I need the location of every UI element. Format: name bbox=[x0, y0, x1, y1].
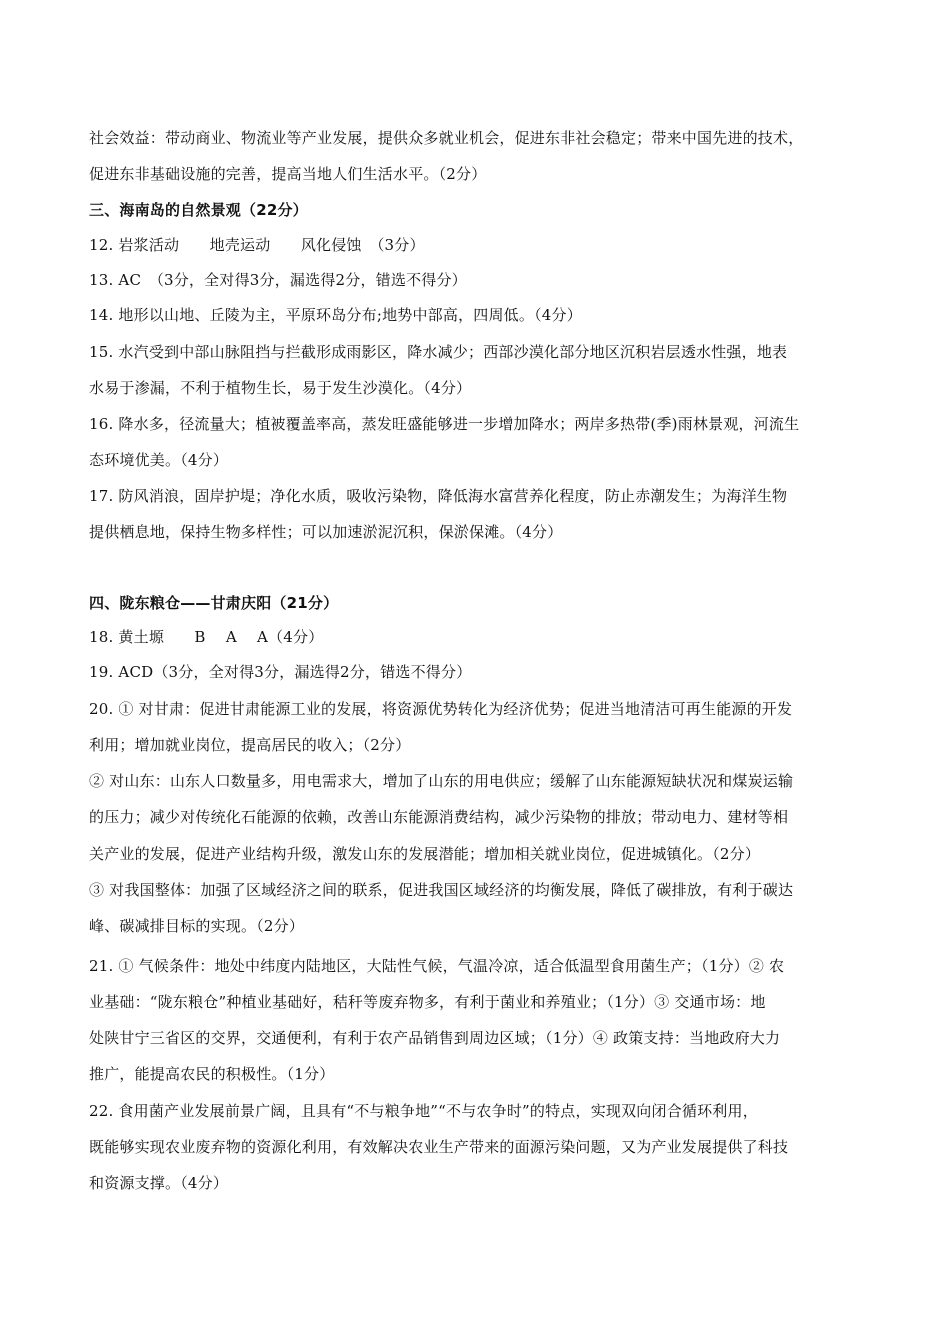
answer-21: 21. ① 气候条件：地处中纬度内陆地区，大陆性气候，气温冷凉，适合低温型食用菌生产；（1分）② 农 bbox=[89, 957, 785, 975]
section-heading: 四、陇东粮仓——甘肃庆阳（21分） bbox=[89, 594, 339, 612]
text-line: 促进东非基础设施的完善，提高当地人们生活水平。（2分） bbox=[89, 165, 487, 183]
text-line: 峰、碳减排目标的实现。（2分） bbox=[89, 917, 305, 935]
text-line: 推广，能提高农民的积极性。（1分） bbox=[89, 1065, 335, 1083]
answer-20: 20. ① 对甘肃：促进甘肃能源工业的发展，将资源优势转化为经济优势；促进当地清洁可再生能源的开发 bbox=[89, 700, 793, 718]
text-line: 态环境优美。（4分） bbox=[89, 451, 229, 469]
text-line: 处陕甘宁三省区的交界，交通便利，有利于农产品销售到周边区域；（1分）④ 政策支持：当地政府大力 bbox=[89, 1029, 781, 1047]
text-line: 的压力；减少对传统化石能源的依赖，改善山东能源消费结构，减少污染物的排放；带动电力、建材等相 bbox=[89, 808, 789, 826]
answer-19: 19. ACD（3分，全对得3分，漏选得2分，错选不得分） bbox=[89, 663, 472, 681]
text-line: 利用；增加就业岗位，提高居民的收入；（2分） bbox=[89, 736, 411, 754]
text-line: 社会效益：带动商业、物流业等产业发展，提供众多就业机会，促进东非社会稳定；带来中国先进的技术， bbox=[89, 129, 804, 147]
text-line: 提供栖息地，保持生物多样性；可以加速淤泥沉积，保淤保滩。（4分） bbox=[89, 523, 563, 541]
text-line: 关产业的发展，促进产业结构升级，激发山东的发展潜能；增加相关就业岗位，促进城镇化。（2分） bbox=[89, 845, 761, 863]
answer-17: 17. 防风消浪，固岸护堤；净化水质，吸收污染物，降低海水富营养化程度，防止赤潮发生；为海洋生物 bbox=[89, 487, 788, 505]
text-line: ② 对山东：山东人口数量多，用电需求大，增加了山东的用电供应；缓解了山东能源短缺状况和煤炭运输 bbox=[89, 772, 794, 790]
text-line: 水易于渗漏，不利于植物生长，易于发生沙漠化。（4分） bbox=[89, 379, 472, 397]
text-line: 和资源支撑。（4分） bbox=[89, 1174, 229, 1192]
answer-14: 14. 地形以山地、丘陵为主，平原环岛分布;地势中部高，四周低。（4分） bbox=[89, 306, 582, 324]
section-heading: 三、海南岛的自然景观（22分） bbox=[89, 201, 308, 219]
answer-15: 15. 水汽受到中部山脉阻挡与拦截形成雨影区，降水减少；西部沙漠化部分地区沉积岩层透水性强，地表 bbox=[89, 343, 788, 361]
answer-16: 16. 降水多，径流量大；植被覆盖率高，蒸发旺盛能够进一步增加降水；两岸多热带(季)雨林景观，河流生 bbox=[89, 415, 800, 433]
answer-18: 18. 黄土塬 B A A（4分） bbox=[89, 628, 324, 646]
text-line: ③ 对我国整体：加强了区域经济之间的联系，促进我国区域经济的均衡发展，降低了碳排放，有利于碳达 bbox=[89, 881, 794, 899]
answer-12: 12. 岩浆活动 地壳运动 风化侵蚀 （3分） bbox=[89, 236, 425, 254]
text-line: 既能够实现农业废弃物的资源化利用，有效解决农业生产带来的面源污染问题，又为产业发展提供了科技 bbox=[89, 1138, 789, 1156]
answer-13: 13. AC （3分，全对得3分，漏选得2分，错选不得分） bbox=[89, 271, 467, 289]
text-line: 业基础：“陇东粮仓”种植业基础好，秸秆等废弃物多，有利于菌业和养殖业；（1分）③ 交通市场：地 bbox=[89, 993, 766, 1011]
answer-22: 22. 食用菌产业发展前景广阔，且具有“不与粮争地”“不与农争时”的特点，实现双向闭合循环利用， bbox=[89, 1102, 758, 1120]
